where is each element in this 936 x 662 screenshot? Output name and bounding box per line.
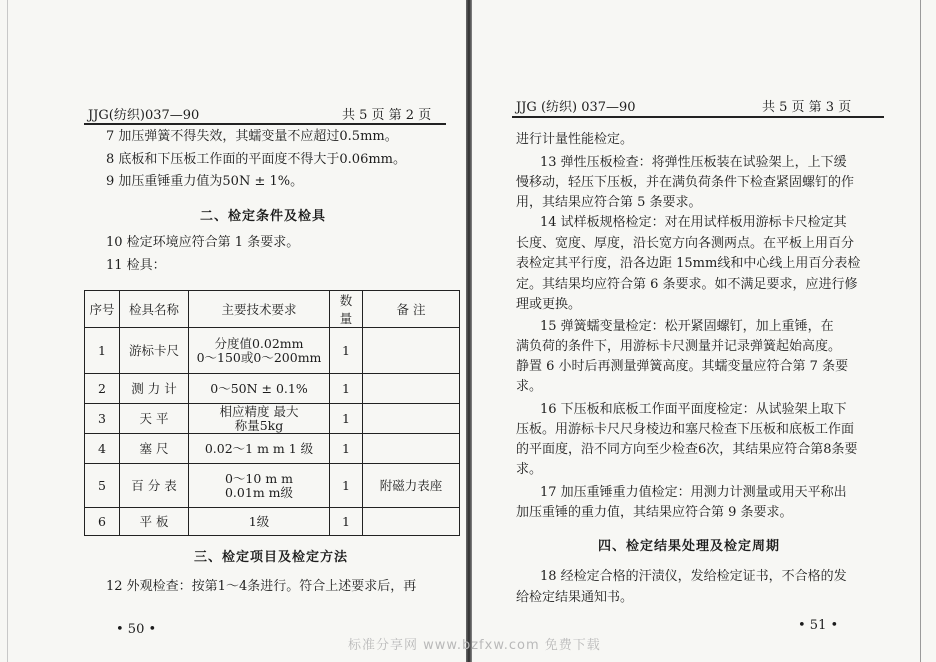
table-row: [85, 508, 460, 536]
watermark: 标准分享网 www.bzfxw.com 免费下载: [348, 638, 601, 653]
col-header-no: 序号: [85, 291, 120, 328]
req-line: 分度值0.02mm: [214, 335, 304, 351]
body-line: 表检定其平行度，沿各边距 15mm线和中心线上用百分表检: [516, 256, 861, 271]
cell-quantity: 1: [330, 464, 363, 508]
col-header-name: 检具名称: [120, 291, 189, 328]
cell-remarks: [363, 508, 460, 536]
cell-quantity: 1: [330, 328, 363, 374]
body-line: 加压重锤的重力值，其结果应符合第 9 条要求。: [516, 505, 793, 520]
body-line: 进行计量性能检定。: [516, 132, 634, 147]
right-page-number: • 51 •: [798, 618, 839, 633]
body-line: 理或更换。: [516, 297, 582, 312]
cell-requirements: [189, 404, 330, 434]
cell-no: 4: [85, 434, 120, 464]
cell-name: 塞 尺: [120, 434, 189, 464]
item-18-cont: 给检定结果通知书。: [516, 590, 634, 605]
cell-requirements: 1级: [189, 508, 330, 536]
item-12: 12 外观检查：按第1～4条进行。符合上述要求后，再: [106, 579, 417, 594]
cell-name: 游标卡尺: [120, 328, 189, 374]
left-page: [0, 0, 466, 662]
item-7: 7 加压弹簧不得失效，其蠕变量不应超过0.5mm。: [106, 129, 398, 144]
cell-no: 5: [85, 464, 120, 508]
body-line: 的平面度，沿不同方向至少检查6次，其结果应符合第8条要: [516, 442, 858, 457]
item-8: 8 底板和下压板工作面的平面度不得大于0.06mm。: [106, 152, 407, 167]
cell-name: 百 分 表: [120, 464, 189, 508]
body-line: 15 弹簧蠕变量检定：松开紧固螺钉，加上重锤，在: [540, 319, 834, 334]
req-line: 0.01m m级: [224, 484, 293, 500]
body-line: 慢移动，轻压下压板，并在满负荷条件下检查紧固螺钉的作: [516, 175, 855, 190]
body-line: 长度、宽度、厚度，沿长宽方向各测两点。在平板上用百分: [516, 236, 855, 251]
cell-no: 2: [85, 374, 120, 404]
left-header-rule: [84, 123, 446, 125]
col-header-remarks: 备 注: [363, 291, 460, 328]
req-line: 0～10 m m: [224, 470, 293, 486]
cell-no: 6: [85, 508, 120, 536]
left-page-number: • 50 •: [116, 622, 157, 637]
table-header-row: [85, 291, 460, 328]
section-3-title: 三、检定项目及检定方法: [194, 550, 349, 565]
cell-quantity: 1: [330, 508, 363, 536]
cell-name: 测 力 计: [120, 374, 189, 404]
cell-quantity: 1: [330, 434, 363, 464]
table-row: [85, 328, 460, 374]
cell-remarks: [363, 328, 460, 374]
item-18: 18 经检定合格的汗渍仪，发给检定证书，不合格的发: [540, 569, 847, 584]
right-page: [472, 0, 936, 662]
left-header-code: JJG(纺织)037—90: [88, 108, 200, 123]
item-11: 11 检具：: [106, 258, 166, 273]
page-edge: [7, 0, 8, 662]
cell-requirements: [189, 464, 330, 508]
body-line: 求。: [516, 379, 543, 394]
right-header-pages: 共 5 页 第 3 页: [762, 100, 852, 115]
right-header-code: JJG (纺织) 037—90: [516, 100, 636, 115]
cell-remarks: 附磁力表座: [363, 464, 460, 508]
body-line: 13 弹性压板检查：将弹性压板装在试验架上，上下缓: [540, 155, 847, 170]
table-row: [85, 464, 460, 508]
body-line: 用，其结果应符合第 5 条要求。: [516, 195, 702, 210]
cell-requirements: 0～50N ± 0.1%: [189, 374, 330, 404]
cell-requirements: [189, 328, 330, 374]
page-edge: [920, 0, 921, 662]
item-9: 9 加压重锤重力值为50N ± 1%。: [106, 174, 304, 189]
col-header-requirements: 主要技术要求: [189, 291, 330, 328]
cell-quantity: 1: [330, 404, 363, 434]
left-header-pages: 共 5 页 第 2 页: [342, 108, 432, 123]
cell-remarks: [363, 404, 460, 434]
item-10: 10 检定环境应符合第 1 条要求。: [106, 235, 300, 250]
right-header-rule: [512, 116, 884, 118]
req-line: 相应精度 最大: [219, 403, 299, 419]
col-header-quantity: 数量: [330, 291, 363, 328]
cell-name: 平 板: [120, 508, 189, 536]
body-line: 求。: [516, 462, 543, 477]
cell-remarks: [363, 374, 460, 404]
cell-requirements: 0.02～1 m m 1 级: [189, 434, 330, 464]
body-line: 16 下压板和底板工作面平面度检定：从试验架上取下: [540, 402, 847, 417]
body-line: 14 试样板规格检定：对在用试样板用游标卡尺检定其: [540, 215, 847, 230]
table-row: [85, 404, 460, 434]
section-2-title: 二、检定条件及检具: [200, 209, 327, 224]
cell-name: 天 平: [120, 404, 189, 434]
body-line: 满负荷的条件下，用游标卡尺测量并记录弹簧起始高度。: [516, 339, 842, 354]
body-line: 17 加压重锤重力值检定：用测力计测量或用天平称出: [540, 485, 847, 500]
equipment-table: [84, 290, 460, 536]
table-row: [85, 374, 460, 404]
req-line: 0～150或0～200mm: [196, 349, 322, 365]
body-line: 静置 6 小时后再测量弹簧高度。其蠕变量应符合第 7 条要: [516, 359, 849, 374]
cell-remarks: [363, 434, 460, 464]
table-row: [85, 434, 460, 464]
body-line: 压板。用游标卡尺尺身棱边和塞尺检查下压板和底板工作面: [516, 422, 855, 437]
cell-no: 3: [85, 404, 120, 434]
cell-no: 1: [85, 328, 120, 374]
body-line: 定。其结果均应符合第 6 条要求。如不满足要求，应进行修: [516, 277, 858, 292]
section-4-title: 四、检定结果处理及检定周期: [598, 539, 781, 554]
req-line: 称量5kg: [234, 417, 284, 433]
cell-quantity: 1: [330, 374, 363, 404]
